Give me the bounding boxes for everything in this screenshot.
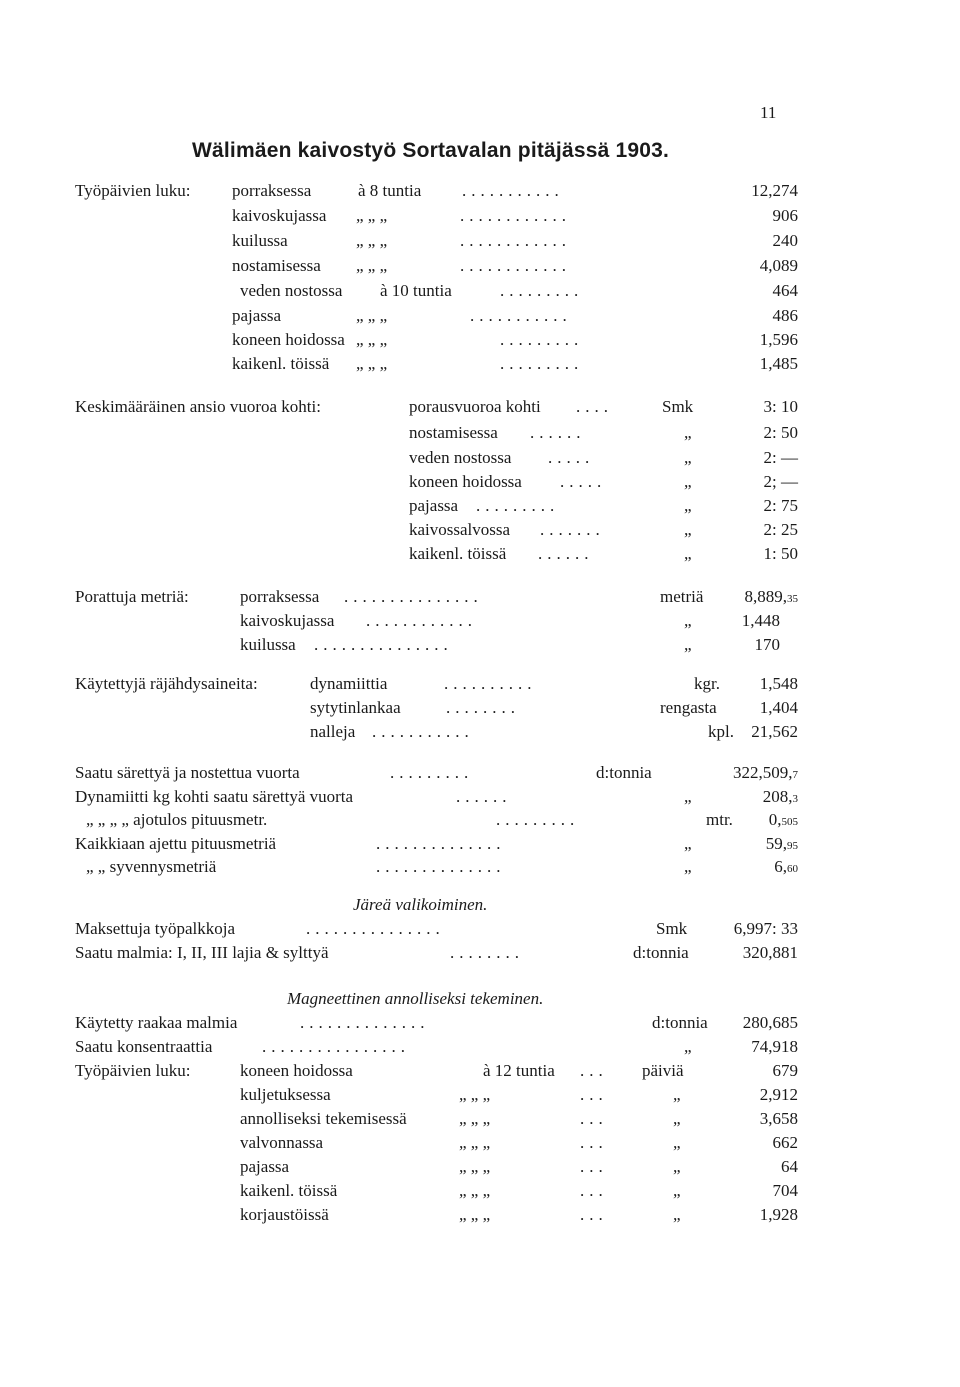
- magnetic-workdays-value: 1,928: [759, 1205, 798, 1224]
- magnetic-workdays-unit: „: [673, 1109, 681, 1128]
- sorting-value: 320,881: [742, 943, 798, 962]
- workdays-rate: „ „ „: [356, 206, 388, 225]
- drilled-label: Porattuja metriä:: [75, 587, 189, 606]
- wages-value: 2: 50: [763, 423, 798, 442]
- leader-dots: ..............: [300, 1013, 430, 1032]
- explosives-value: 21,562: [751, 722, 798, 741]
- magnetic-workdays-desc: korjaustöissä: [240, 1205, 329, 1224]
- page-title: Wälimäen kaivostyö Sortavalan pitäjässä 1903.: [192, 139, 670, 162]
- magnetic-workdays-unit: „: [673, 1133, 681, 1152]
- leader-dots: ...: [580, 1205, 608, 1224]
- rock-desc: „ „ syvennysmetriä: [86, 857, 217, 876]
- leader-dots: ...: [580, 1157, 608, 1176]
- leader-dots: .........: [500, 354, 584, 373]
- leader-dots: ............: [460, 206, 571, 225]
- leader-dots: .........: [500, 281, 584, 300]
- drilled-desc: porraksessa: [240, 587, 320, 606]
- drilled-unit: „: [684, 611, 692, 630]
- leader-dots: ............: [460, 231, 571, 250]
- leader-dots: .....: [560, 472, 607, 491]
- magnetic-workdays-value: 704: [772, 1181, 798, 1200]
- magnetic-workdays-value: 64: [781, 1157, 798, 1176]
- workdays-rate: „ „ „: [356, 256, 388, 275]
- magnetic-workdays-rate: à 12 tuntia: [483, 1061, 555, 1080]
- leader-dots: .......: [540, 520, 605, 539]
- leader-dots: ................: [262, 1037, 410, 1056]
- workdays-rate: à 8 tuntia: [358, 181, 422, 200]
- magnetic-workdays-unit: „: [673, 1181, 681, 1200]
- drilled-unit: „: [684, 635, 692, 654]
- workdays-rate: „ „ „: [356, 306, 388, 325]
- magnetic-workdays-desc: annolliseksi tekemisessä: [240, 1109, 407, 1128]
- wages-unit: Smk: [662, 397, 694, 416]
- leader-dots: ...: [580, 1085, 608, 1104]
- magnetic-workdays-rate: „ „ „: [459, 1157, 491, 1176]
- page-number: 11: [760, 103, 777, 122]
- magnetic-workdays-rate: „ „ „: [459, 1181, 491, 1200]
- leader-dots: ...........: [462, 181, 564, 200]
- decimal-subscript: 95: [787, 840, 798, 852]
- magnetic-workdays-rate: „ „ „: [459, 1109, 491, 1128]
- leader-dots: ............: [366, 611, 477, 630]
- workdays-value: 1,596: [759, 330, 798, 349]
- workdays-rate: „ „ „: [356, 354, 388, 373]
- wages-desc: kaikenl. töissä: [409, 544, 507, 563]
- wages-unit: „: [684, 496, 692, 515]
- workdays-value: 240: [772, 231, 798, 250]
- explosives-label: Käytettyjä räjähdysaineita:: [75, 674, 258, 693]
- leader-dots: ...: [580, 1133, 608, 1152]
- magnetic-workdays-unit: päiviä: [642, 1061, 684, 1080]
- leader-dots: ...........: [470, 306, 572, 325]
- drilled-unit: metriä: [660, 587, 704, 606]
- wages-value: 2: 25: [763, 520, 798, 539]
- magnetic-workdays-desc: koneen hoidossa: [240, 1061, 353, 1080]
- leader-dots: .........: [476, 496, 560, 515]
- workdays-value: 4,089: [759, 256, 798, 275]
- rock-value: 208,3: [762, 787, 798, 806]
- wages-value: 1: 50: [763, 544, 798, 563]
- drilled-desc: kaivoskujassa: [240, 611, 335, 630]
- explosives-value: 1,404: [759, 698, 798, 717]
- magnetic-workdays-unit: „: [673, 1205, 681, 1224]
- drilled-value: 170: [754, 635, 780, 654]
- workdays-desc: kaikenl. töissä: [232, 354, 330, 373]
- magnetic-workdays-rate: „ „ „: [459, 1085, 491, 1104]
- sorting-unit: Smk: [656, 919, 688, 938]
- magnetic-workdays-rate: „ „ „: [459, 1205, 491, 1224]
- wages-value: 2; —: [763, 472, 798, 491]
- explosives-desc: dynamiittia: [310, 674, 388, 693]
- magnetic-workdays-value: 679: [772, 1061, 798, 1080]
- workdays-value: 486: [772, 306, 798, 325]
- magnetic-workdays-label: Työpäivien luku:: [75, 1061, 191, 1080]
- workdays-desc: veden nostossa: [240, 281, 343, 300]
- workdays-value: 906: [772, 206, 798, 225]
- wages-unit: „: [684, 544, 692, 563]
- leader-dots: .........: [390, 763, 474, 782]
- decimal-subscript: 60: [787, 863, 798, 875]
- explosives-desc: sytytinlankaa: [310, 698, 401, 717]
- magnetic-workdays-unit: „: [673, 1157, 681, 1176]
- leader-dots: ...........: [372, 722, 474, 741]
- leader-dots: .........: [496, 810, 580, 829]
- magnetic-heading: Magneettinen annolliseksi tekeminen.: [287, 989, 544, 1008]
- rock-value: 322,509,7: [733, 763, 798, 782]
- workdays-value: 12,274: [751, 181, 798, 200]
- rock-unit: „: [684, 787, 692, 806]
- leader-dots: ............: [460, 256, 571, 275]
- magnetic-workdays-desc: valvonnassa: [240, 1133, 324, 1152]
- workdays-desc: kaivoskujassa: [232, 206, 327, 225]
- magnetic-desc: Käytetty raakaa malmia: [75, 1013, 238, 1032]
- sorting-desc: Maksettuja työpalkkoja: [75, 919, 236, 938]
- rock-unit: „: [684, 834, 692, 853]
- leader-dots: ..............: [376, 857, 506, 876]
- decimal-subscript: 7: [792, 769, 798, 781]
- explosives-unit: kpl.: [708, 722, 734, 741]
- workdays-rate: à 10 tuntia: [380, 281, 452, 300]
- sorting-unit: d:tonnia: [633, 943, 689, 962]
- magnetic-workdays-desc: pajassa: [240, 1157, 290, 1176]
- wages-desc: kaivossalvossa: [409, 520, 511, 539]
- explosives-unit: rengasta: [660, 698, 717, 717]
- magnetic-workdays-value: 3,658: [759, 1109, 798, 1128]
- rock-desc: Dynamiitti kg kohti saatu särettyä vuorta: [75, 787, 354, 806]
- wages-desc: nostamisessa: [409, 423, 498, 442]
- rock-value: 6,60: [774, 857, 798, 876]
- magnetic-unit: „: [684, 1037, 692, 1056]
- rock-desc: Saatu särettyä ja nostettua vuorta: [75, 763, 300, 782]
- wages-value: 2: —: [763, 448, 798, 467]
- workdays-value: 1,485: [759, 354, 798, 373]
- magnetic-unit: d:tonnia: [652, 1013, 708, 1032]
- magnetic-workdays-value: 662: [772, 1133, 798, 1152]
- leader-dots: ....: [576, 397, 613, 416]
- explosives-value: 1,548: [759, 674, 798, 693]
- magnetic-workdays-unit: „: [673, 1085, 681, 1104]
- magnetic-value: 280,685: [742, 1013, 798, 1032]
- magnetic-value: 74,918: [751, 1037, 798, 1056]
- leader-dots: .....: [548, 448, 595, 467]
- leader-dots: ..............: [376, 834, 506, 853]
- leader-dots: ........: [446, 698, 520, 717]
- workdays-desc: porraksessa: [232, 181, 312, 200]
- wages-unit: „: [684, 520, 692, 539]
- wages-desc: porausvuoroa kohti: [409, 397, 541, 416]
- leader-dots: ......: [538, 544, 594, 563]
- wages-unit: „: [684, 472, 692, 491]
- decimal-subscript: 505: [781, 816, 798, 828]
- sorting-heading: Järeä valikoiminen.: [353, 895, 488, 914]
- workdays-value: 464: [772, 281, 798, 300]
- leader-dots: ...: [580, 1181, 608, 1200]
- decimal-subscript: 3: [792, 793, 798, 805]
- leader-dots: ...............: [344, 587, 483, 606]
- rock-unit: „: [684, 857, 692, 876]
- workdays-desc: nostamisessa: [232, 256, 321, 275]
- wages-unit: „: [684, 423, 692, 442]
- explosives-unit: kgr.: [694, 674, 720, 693]
- workdays-rate: „ „ „: [356, 231, 388, 250]
- sorting-desc: Saatu malmia: I, II, III lajia & sylttyä: [75, 943, 329, 962]
- rock-value: 0,505: [768, 810, 798, 829]
- magnetic-workdays-desc: kuljetuksessa: [240, 1085, 331, 1104]
- workdays-desc: kuilussa: [232, 231, 288, 250]
- workdays-desc: koneen hoidossa: [232, 330, 345, 349]
- wages-value: 2: 75: [763, 496, 798, 515]
- rock-value: 59,95: [765, 834, 798, 853]
- magnetic-workdays-rate: „ „ „: [459, 1133, 491, 1152]
- wages-unit: „: [684, 448, 692, 467]
- drilled-value: 8,889,35: [744, 587, 798, 606]
- leader-dots: ...: [580, 1061, 608, 1080]
- magnetic-workdays-desc: kaikenl. töissä: [240, 1181, 338, 1200]
- rock-desc: Kaikkiaan ajettu pituusmetriä: [75, 834, 277, 853]
- rock-desc: „ „ „ „ ajotulos pituusmetr.: [86, 810, 268, 829]
- magnetic-desc: Saatu konsentraattia: [75, 1037, 213, 1056]
- rock-unit: d:tonnia: [596, 763, 652, 782]
- wages-desc: pajassa: [409, 496, 459, 515]
- leader-dots: ........: [450, 943, 524, 962]
- workdays-label: Työpäivien luku:: [75, 181, 191, 200]
- leader-dots: ......: [456, 787, 512, 806]
- leader-dots: ..........: [444, 674, 537, 693]
- magnetic-workdays-value: 2,912: [759, 1085, 798, 1104]
- leader-dots: .........: [500, 330, 584, 349]
- wages-desc: veden nostossa: [409, 448, 512, 467]
- rock-unit: mtr.: [706, 810, 733, 829]
- leader-dots: ...............: [314, 635, 453, 654]
- workdays-rate: „ „ „: [356, 330, 388, 349]
- wages-label: Keskimääräinen ansio vuoroa kohti:: [75, 397, 321, 416]
- workdays-desc: pajassa: [232, 306, 282, 325]
- decimal-subscript: 35: [787, 593, 798, 605]
- drilled-desc: kuilussa: [240, 635, 296, 654]
- sorting-value: 6,997: 33: [733, 919, 798, 938]
- leader-dots: ...: [580, 1109, 608, 1128]
- leader-dots: ...............: [306, 919, 445, 938]
- leader-dots: ......: [530, 423, 586, 442]
- explosives-desc: nalleja: [310, 722, 356, 741]
- drilled-value: 1,448: [741, 611, 780, 630]
- wages-desc: koneen hoidossa: [409, 472, 522, 491]
- wages-value: 3: 10: [763, 397, 798, 416]
